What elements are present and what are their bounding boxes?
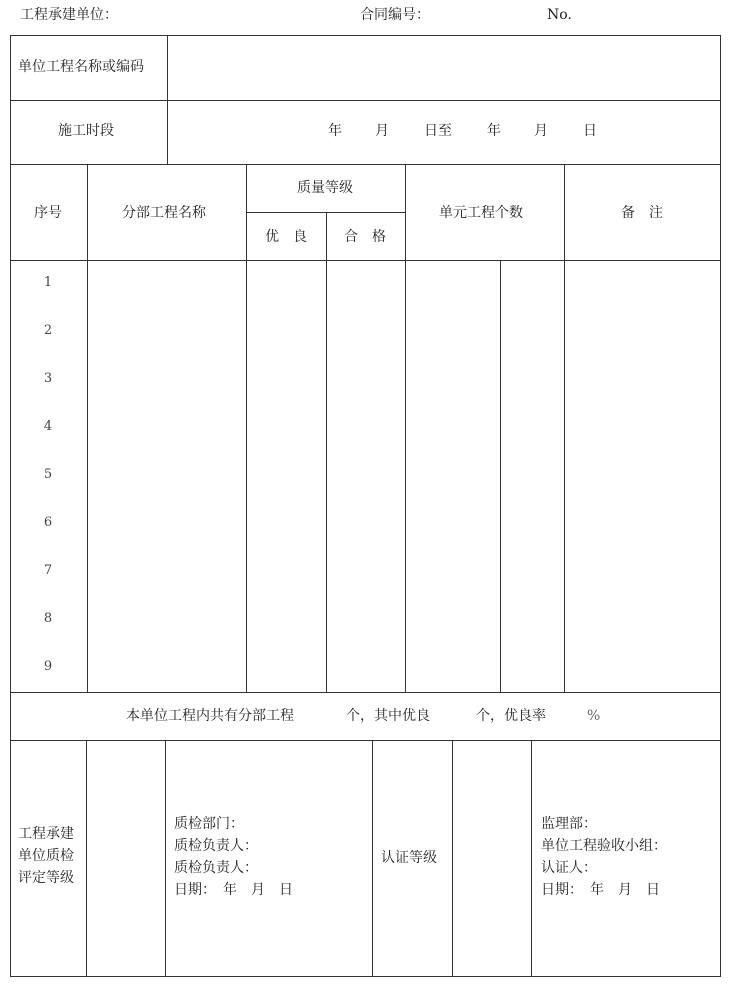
hline-1 <box>10 100 721 101</box>
acceptance-group: 单位工程验收小组： <box>541 838 667 854</box>
certification-grade-label: 认证等级 <box>381 850 437 866</box>
contractor-grade-title <box>18 823 74 889</box>
qc-department: 质检部门： <box>174 816 244 832</box>
col-seq: 序号 <box>34 205 62 221</box>
period-year-1: 年 <box>328 123 342 139</box>
period-label: 施工时段 <box>58 123 114 139</box>
summary-part-3: 个，优良率 <box>476 708 546 724</box>
hline-3 <box>10 260 721 261</box>
vline-subproject <box>246 164 247 692</box>
col-quality-grade: 质量等级 <box>297 180 353 196</box>
col-remarks: 备 注 <box>621 205 663 221</box>
vline-seq <box>87 164 88 692</box>
row-number-3: 3 <box>43 371 53 386</box>
summary-percent: % <box>587 708 601 724</box>
row-number-9: 9 <box>43 659 53 674</box>
hline-4 <box>10 692 721 693</box>
summary-part-2: 个，其中优良 <box>346 708 430 724</box>
vline-excellent <box>326 212 327 692</box>
summary-part-1: 本单位工程内共有分部工程 <box>126 708 294 724</box>
contractor-grade-title-line-2: 单位质检 <box>18 848 74 864</box>
vline-bottom-2 <box>165 740 166 977</box>
vline-label-divider <box>167 35 168 164</box>
row-number-2: 2 <box>43 323 53 338</box>
col-excellent: 优 良 <box>265 229 307 245</box>
contractor-grade-title-line-3: 评定等级 <box>18 870 74 886</box>
col-qualified: 合 格 <box>344 229 386 245</box>
hline-5 <box>10 740 721 741</box>
hline-2 <box>10 164 721 165</box>
qc-responsible-2: 质检负责人： <box>174 860 258 876</box>
period-month-1: 月 <box>375 123 389 139</box>
supervision-department: 监理部： <box>541 816 597 832</box>
qc-date: 日期： 年 月 日 <box>174 882 293 898</box>
supervision-date: 日期： 年 月 日 <box>541 882 660 898</box>
row-number-1: 1 <box>43 275 53 290</box>
certifier: 认证人： <box>541 860 597 876</box>
contract-number-label: 合同编号： <box>360 7 430 23</box>
qc-responsible-1: 质检负责人： <box>174 838 258 854</box>
row-number-5: 5 <box>43 467 53 482</box>
unit-project-label: 单位工程名称或编码 <box>18 59 144 75</box>
period-year-2: 年 <box>487 123 501 139</box>
vline-count-split <box>500 260 501 692</box>
vline-remarks <box>564 164 565 692</box>
col-unit-count: 单元工程个数 <box>439 205 523 221</box>
row-number-6: 6 <box>43 515 53 530</box>
period-month-2: 月 <box>534 123 548 139</box>
vline-bottom-5 <box>531 740 532 977</box>
period-day-2: 日 <box>583 123 597 139</box>
vline-qualified <box>405 164 406 692</box>
quality-check-block <box>174 813 293 901</box>
no-label: No. <box>547 7 572 23</box>
row-number-4: 4 <box>43 419 53 434</box>
col-sub-project: 分部工程名称 <box>122 205 206 221</box>
vline-bottom-4 <box>452 740 453 977</box>
row-number-8: 8 <box>43 611 53 626</box>
period-day-to: 日至 <box>424 123 452 139</box>
contractor-grade-title-line-1: 工程承建 <box>18 826 74 842</box>
supervision-block <box>541 813 667 901</box>
contractor-label: 工程承建单位： <box>20 7 118 23</box>
vline-bottom-1 <box>86 740 87 977</box>
vline-bottom-3 <box>372 740 373 977</box>
row-number-7: 7 <box>43 563 53 578</box>
